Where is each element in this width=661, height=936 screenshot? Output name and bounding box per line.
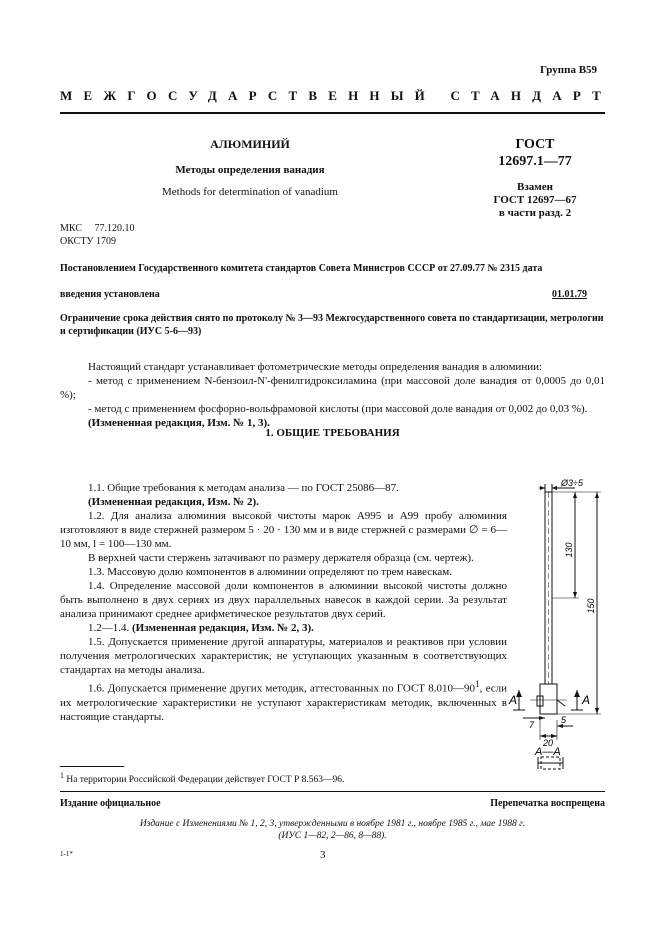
footnote [60, 771, 344, 785]
header-rule [60, 112, 605, 114]
footnote-marker: 1 [60, 771, 64, 780]
dim-150: 150 [586, 598, 596, 614]
paragraph: - метод с применением N-бензоил-N'-фенилгидроксиламина (при массовой доле ванадия от 0,0005 до 0,01 %); [60, 375, 605, 401]
classification-codes [60, 222, 134, 248]
edition-line: (ИУС 1—82, 2—86, 8—88). [278, 831, 387, 841]
official-edition: Издание официальное [60, 798, 161, 809]
section-mark-left: А [509, 693, 518, 707]
paragraph: 1.1. Общие требования к методам анализа — по ГОСТ 25086—87. [88, 482, 399, 494]
clause-range: 1.2—1.4. [88, 622, 132, 634]
paragraph-text: 1.6. Допускается применение других методик, аттестованных по ГОСТ 8.010—90 [88, 682, 476, 695]
paragraph: 1.4. Определение массовой доли компонентов в алюминии высокой чистоты должно быть выполнено в двух сериях из двух параллельных навесок в каждой серии. За результат анализа принимают среднее арифметическое результатов двух серий. [60, 580, 507, 620]
footnote-ref: 1 [475, 679, 480, 689]
paragraph: Настоящий стандарт устанавливает фотометрические методы определения ванадия в алюминии: [88, 361, 543, 373]
document-title: АЛЮМИНИЙ [210, 137, 290, 151]
gost-label: ГОСТ [515, 137, 555, 152]
decree-text: Постановлением Государственного комитета стандартов Совета Министров СССР от 27.09.77 № 2315 дата [60, 263, 543, 274]
replaces-line: Взамен [517, 181, 553, 193]
gost-designation [470, 136, 600, 170]
page-number: 3 [320, 849, 326, 861]
footnote-divider [60, 766, 124, 767]
edition-note [60, 818, 605, 842]
intro-date-label: введения установлена [60, 289, 160, 300]
mks-value: 77.120.10 [94, 223, 135, 234]
dim-7: 7 [529, 720, 535, 730]
paragraph [60, 677, 507, 724]
group-code: Группа В59 [540, 64, 598, 76]
amendment-note: (Измененная редакция, Изм. № 2, 3). [132, 622, 314, 634]
amendment-note: (Измененная редакция, Изм. № 1, 3). [88, 417, 270, 429]
dim-diameter: Ø3÷5 [561, 478, 583, 488]
replaces-line: в части разд. 2 [498, 207, 572, 219]
paragraph: 1.5. Допускается применение другой аппаратуры, материалов и реактивов при условии получения метрологических характеристик, не уступающих указанным в соответствующих стандартах на методы анализа. [60, 636, 507, 676]
section1-text [60, 481, 507, 724]
section-mark-right: А [582, 693, 591, 707]
limitation-note: Ограничение срока действия снято по протоколу № 3—93 Межгосударственного совета по стандартизации, метрологии и сертификации (ИУС 5-6—93) [60, 313, 604, 337]
replaces-line: ГОСТ 12697—67 [493, 194, 577, 206]
footnote-text: На территории Российской Федерации действует ГОСТ Р 8.563—96. [66, 775, 345, 786]
okstu-code: ОКСТУ 1709 [60, 236, 117, 247]
sample-rod-drawing [505, 478, 610, 778]
standard-banner: МЕЖГОСУДАРСТВЕННЫЙ СТАНДАРТ [60, 88, 613, 103]
page-code: 1-1* [60, 850, 73, 858]
edition-line: Издание с Изменениями № 1, 2, 3, утвержденными в ноябре 1981 г., ноябре 1985 г., мае 1988 г. [139, 819, 526, 829]
english-title: Methods for determination of vanadium [162, 186, 338, 198]
paragraph: 1.3. Массовую долю компонентов в алюминии определяют по трем навескам. [88, 566, 452, 578]
replaces-block [470, 181, 600, 220]
amendment-note: (Измененная редакция, Изм. № 2). [88, 496, 259, 508]
paragraph: В верхней части стержень затачивают по размеру держателя образца (см. чертеж). [88, 552, 474, 564]
section-heading: 1. ОБЩИЕ ТРЕБОВАНИЯ [265, 427, 400, 439]
section-label: А—А [535, 746, 561, 758]
paragraph [60, 621, 507, 635]
gost-number: 12697.1—77 [498, 154, 572, 169]
dim-20: 20 [543, 738, 554, 748]
document-subtitle: Методы определения ванадия [175, 164, 325, 176]
intro-text [60, 360, 605, 430]
paragraph: - метод с применением фосфорно-вольфрамовой кислоты (при массовой доле ванадия от 0,002 до 0,03 %). [88, 403, 588, 415]
paragraph-text: , если их метрологические характеристики не уступают характеристикам методик, включенных в настоящие стандарты. [60, 682, 507, 723]
reprint-prohibited: Перепечатка воспрещена [490, 798, 605, 809]
mks-label: МКС [60, 223, 82, 234]
dim-5: 5 [561, 715, 567, 725]
intro-date: 01.01.79 [552, 289, 587, 300]
dim-130: 130 [564, 542, 574, 558]
footer-rule [60, 791, 605, 792]
paragraph: 1.2. Для анализа алюминия высокой чистоты марок А995 и А99 пробу алюминия изготовляют в виде стержней размером 5 · 20 · 130 мм и в виде стержней с размерами ∅ = 6—10 мм, l = 100—130 мм. [60, 510, 507, 550]
